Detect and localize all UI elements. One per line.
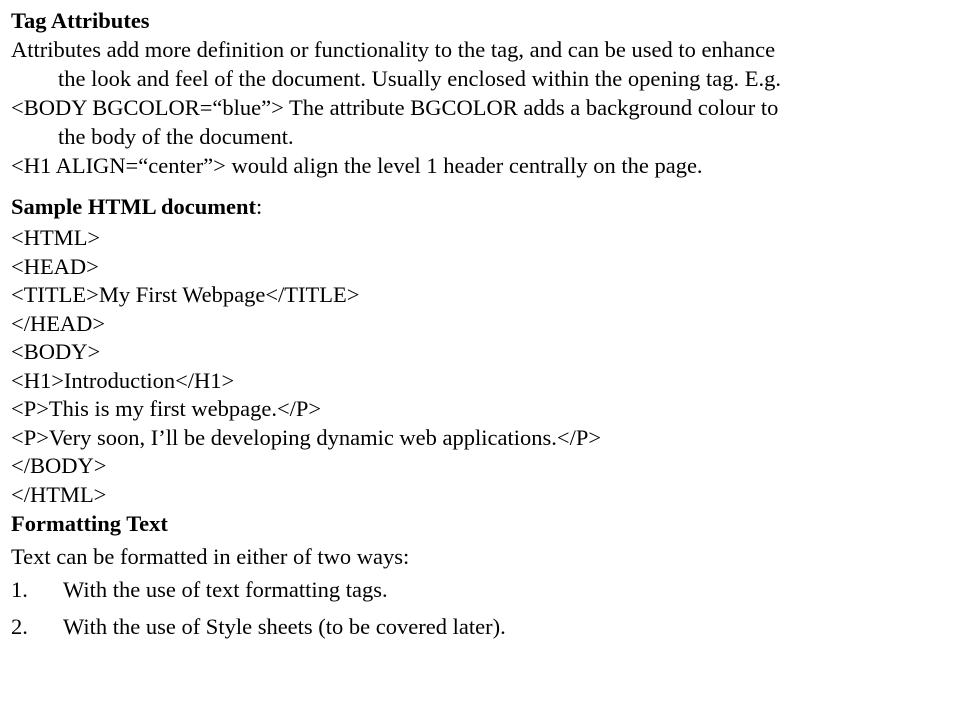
formatting-list [11, 575, 946, 641]
code-line: <BODY> [11, 339, 101, 364]
bgcolor-example-line-1: <BODY BGCOLOR=“blue”> The attribute BGCOLOR adds a background colour to [11, 95, 779, 120]
code-line: </BODY> [11, 453, 107, 478]
list-item [11, 612, 946, 641]
code-line: <HEAD> [11, 253, 99, 279]
list-item-number: 2. [11, 614, 28, 639]
sample-html-heading [11, 192, 946, 221]
align-example-line: <H1 ALIGN=“center”> would align the level 1 header centrally on the page. [11, 153, 703, 178]
code-line: </HTML> [11, 481, 107, 507]
code-line: </HEAD> [11, 310, 106, 336]
code-line: <TITLE>My First Webpage</TITLE> [11, 282, 360, 307]
code-line: <P>This is my first webpage.</P> [11, 396, 322, 421]
code-line: <HTML> [11, 225, 101, 250]
list-item-number: 1. [11, 577, 28, 602]
formatting-text-heading: Formatting Text [11, 511, 168, 536]
attributes-description-line-1: Attributes add more definition or functionality to the tag, and can be used to enhance [11, 37, 776, 62]
section-spacer [11, 180, 946, 192]
attributes-description-line-2: the look and feel of the document. Usually enclosed within the opening tag. E.g. [58, 66, 781, 91]
list-item-text: With the use of text formatting tags. [63, 577, 388, 602]
list-item-text: With the use of Style sheets (to be covered later). [63, 614, 506, 639]
code-line: <H1>Introduction</H1> [11, 367, 235, 393]
document-page [11, 6, 946, 641]
list-item [11, 575, 946, 604]
tag-attributes-heading: Tag Attributes [11, 8, 150, 33]
formatting-intro: Text can be formatted in either of two ways: [11, 544, 410, 569]
sample-html-heading-colon: : [256, 194, 263, 219]
code-line: <P>Very soon, I’ll be developing dynamic web applications.</P> [11, 424, 602, 450]
bgcolor-example-line-2: the body of the document. [58, 124, 294, 149]
sample-html-heading-label: Sample HTML document [11, 194, 257, 219]
sample-html-code-block [11, 224, 946, 509]
